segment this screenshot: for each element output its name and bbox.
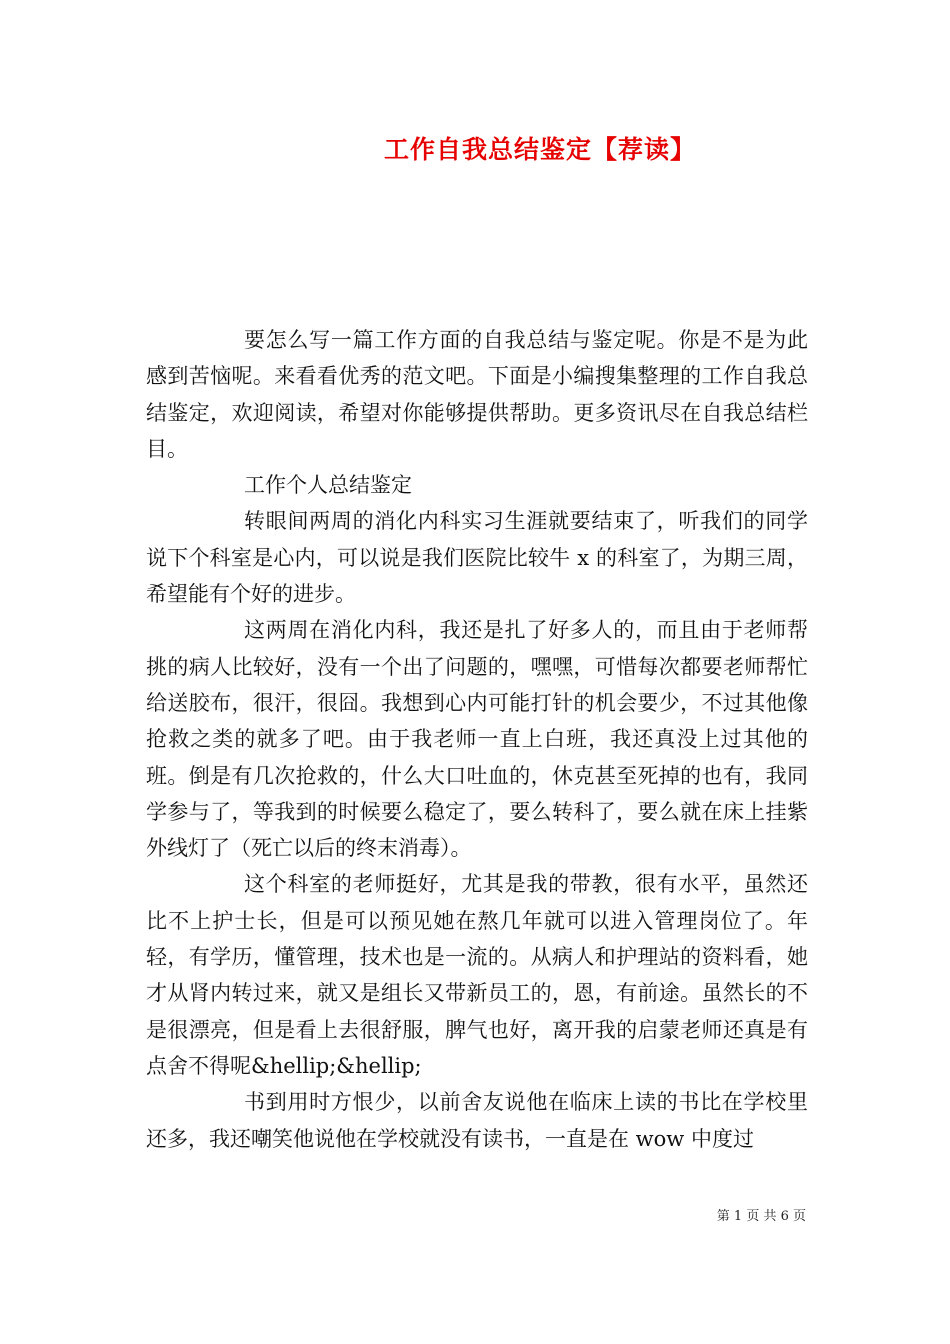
paragraph-2: 这两周在消化内科，我还是扎了好多人的，而且由于老师帮挑的病人比较好，没有一个出了问题的，嘿嘿，可惜每次都要老师帮忙给送胶布，很汗，很囧。我想到心内可能打针的机会要少，不过其他像抢救之类的就多了吧。由于我老师一直上白班，我还真没上过其他的班。倒是有几次抢救的，什么大口吐血的，休克甚至死掉的也有，我同学参与了，等我到的时候要么稳定了，要么转科了，要么就在床上挂紫外线灯了（死亡以后的终末消毒）。 [146,618,808,861]
document-title: 工作自我总结鉴定【荐读】 [383,135,696,164]
paragraph-3: 这个科室的老师挺好，尤其是我的带教，很有水平，虽然还比不上护士长，但是可以预见她在熬几年就可以进入管理岗位了。年轻，有学历，懂管理，技术也是一流的。从病人和护理站的资料看，她才从肾内转过来，就又是组长又带新员工的，恩，有前途。虽然长的不是很漂亮，但是看上去很舒服，脾气也好，离开我的启蒙老师还真是有点舍不得呢&hellip;&hellip; [146,872,808,1078]
page-number-footer: 第 1 页 共 6 页 [716,1209,806,1224]
document-body [146,322,808,1157]
paragraph-4: 书到用时方恨少，以前舍友说他在临床上读的书比在学校里还多，我还嘲笑他说他在学校就没有读书，一直是在 wow 中度过 [146,1090,808,1151]
paragraph-intro: 要怎么写一篇工作方面的自我总结与鉴定呢。你是不是为此感到苦恼呢。来看看优秀的范文吧。下面是小编搜集整理的工作自我总结鉴定，欢迎阅读，希望对你能够提供帮助。更多资讯尽在自我总结栏目。 [146,328,808,461]
section-heading: 工作个人总结鉴定 [244,473,412,498]
paragraph-1: 转眼间两周的消化内科实习生涯就要结束了，听我们的同学说下个科室是心内，可以说是我们医院比较牛 x 的科室了，为期三周，希望能有个好的进步。 [146,509,808,607]
